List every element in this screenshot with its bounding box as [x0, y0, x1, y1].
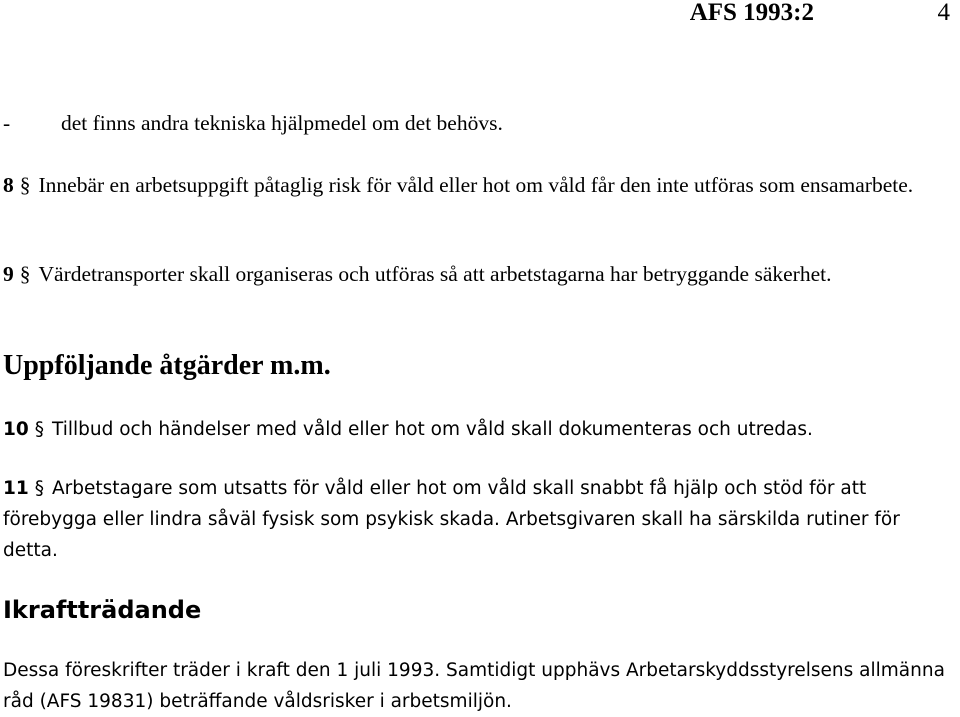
section-symbol: §: [19, 173, 31, 197]
section-number: 11: [3, 478, 29, 499]
document-reference: AFS 1993:2: [689, 0, 814, 26]
entry-into-force-text: Dessa föreskrifter träder i kraft den 1 juli 1993. Samtidigt upphävs Arbetarskyddsstyrelsens allmänna råd (AFS 19831) beträffande våldsrisker i arbetsmiljön.: [3, 660, 945, 712]
section-symbol: §: [34, 419, 44, 440]
bullet-text: det finns andra tekniska hjälpmedel om det behövs.: [61, 111, 503, 135]
section-11: [3, 473, 953, 566]
section-number: 8: [3, 173, 14, 197]
page-number: 4: [937, 0, 950, 26]
heading-followup-measures: Uppföljande åtgärder m.m.: [3, 350, 331, 381]
section-text: Värdetransporter skall organiseras och utföras så att arbetstagarna har betryggande säkerhet.: [38, 262, 832, 286]
section-9: [3, 259, 953, 290]
section-number: 10: [3, 419, 29, 440]
section-8: [3, 170, 953, 201]
section-text: Innebär en arbetsuppgift påtaglig risk för våld eller hot om våld får den inte utföras som ensamarbete.: [38, 173, 914, 197]
bullet-dash: -: [3, 111, 11, 135]
section-10: [3, 414, 953, 445]
bullet-item: [3, 108, 503, 139]
section-number: 9: [3, 262, 14, 286]
heading-entry-into-force: Ikraftträdande: [3, 596, 202, 624]
section-text: Tillbud och händelser med våld eller hot om våld skall dokumenteras och utredas.: [52, 419, 813, 440]
section-symbol: §: [34, 478, 44, 499]
section-text: Arbetstagare som utsatts för våld eller hot om våld skall snabbt få hjälp och stöd för att förebygga eller lindra såväl fysisk som psykisk skada. Arbetsgivaren skall ha särskilda rutiner för detta.: [3, 478, 900, 561]
section-symbol: §: [19, 262, 31, 286]
